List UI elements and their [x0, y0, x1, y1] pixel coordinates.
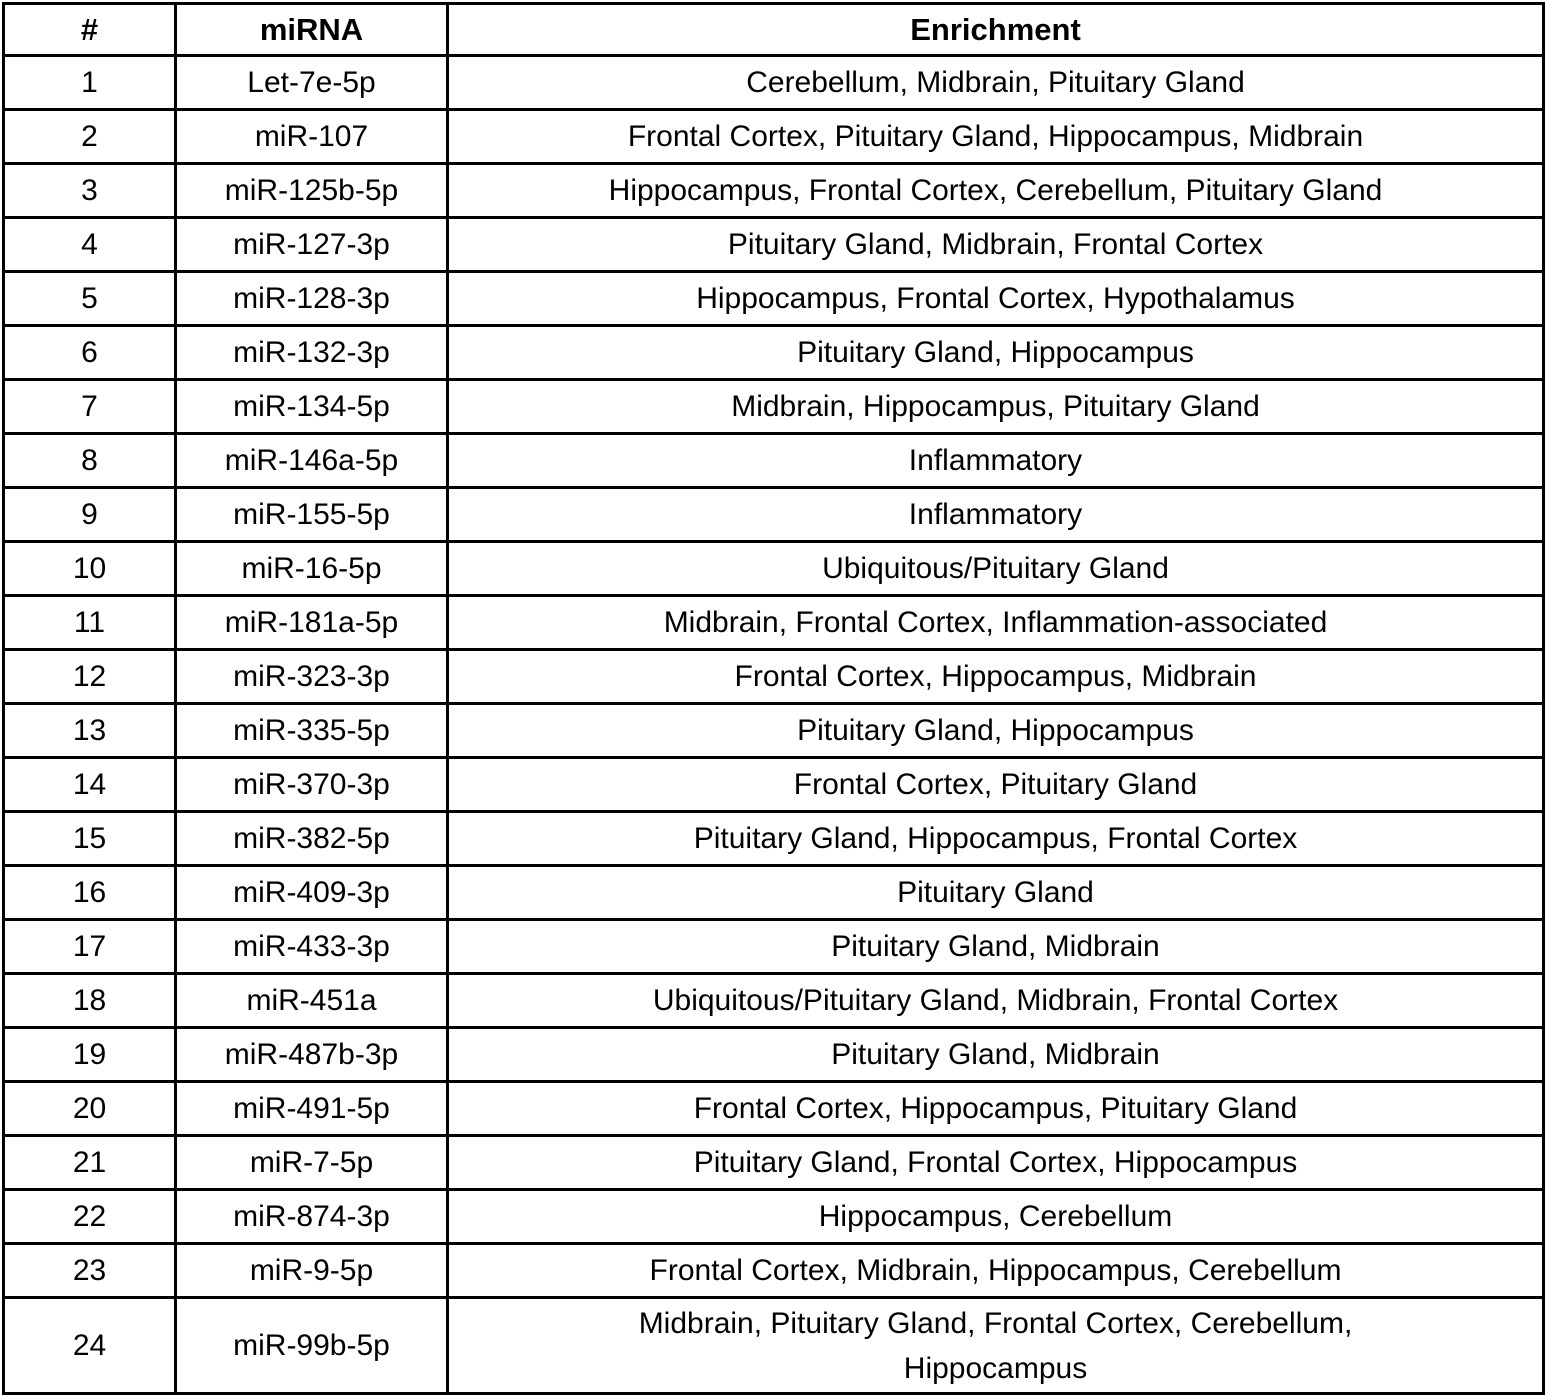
table-row	[4, 920, 1544, 974]
cell-enrichment: Inflammatory	[448, 488, 1544, 542]
cell-mirna: miR-323-3p	[176, 650, 448, 704]
cell-mirna: miR-128-3p	[176, 272, 448, 326]
cell-mirna: miR-874-3p	[176, 1190, 448, 1244]
table-row	[4, 380, 1544, 434]
cell-enrichment: Cerebellum, Midbrain, Pituitary Gland	[448, 56, 1544, 110]
cell-enrichment: Pituitary Gland, Hippocampus	[448, 326, 1544, 380]
table-row	[4, 866, 1544, 920]
cell-num: 7	[4, 380, 176, 434]
cell-num: 18	[4, 974, 176, 1028]
cell-mirna: miR-107	[176, 110, 448, 164]
cell-mirna: miR-491-5p	[176, 1082, 448, 1136]
cell-num: 21	[4, 1136, 176, 1190]
cell-num: 15	[4, 812, 176, 866]
cell-mirna: miR-125b-5p	[176, 164, 448, 218]
cell-num: 2	[4, 110, 176, 164]
cell-enrichment: Hippocampus, Frontal Cortex, Cerebellum, Pituitary Gland	[448, 164, 1544, 218]
cell-enrichment: Ubiquitous/Pituitary Gland, Midbrain, Frontal Cortex	[448, 974, 1544, 1028]
cell-enrichment: Pituitary Gland, Hippocampus, Frontal Cortex	[448, 812, 1544, 866]
cell-mirna: miR-370-3p	[176, 758, 448, 812]
cell-mirna: miR-181a-5p	[176, 596, 448, 650]
cell-enrichment: Frontal Cortex, Hippocampus, Pituitary Gland	[448, 1082, 1544, 1136]
table-row	[4, 542, 1544, 596]
cell-mirna: miR-335-5p	[176, 704, 448, 758]
cell-num: 4	[4, 218, 176, 272]
cell-num: 12	[4, 650, 176, 704]
cell-enrichment-line: Hippocampus	[903, 1351, 1088, 1385]
cell-num: 13	[4, 704, 176, 758]
cell-mirna: miR-16-5p	[176, 542, 448, 596]
cell-enrichment: Hippocampus, Frontal Cortex, Hypothalamus	[448, 272, 1544, 326]
cell-enrichment: Pituitary Gland, Midbrain	[448, 920, 1544, 974]
cell-num: 8	[4, 434, 176, 488]
table-row	[4, 1298, 1544, 1394]
cell-num: 19	[4, 1028, 176, 1082]
table-row	[4, 1190, 1544, 1244]
cell-enrichment: Inflammatory	[448, 434, 1544, 488]
table-row	[4, 758, 1544, 812]
cell-enrichment: Pituitary Gland, Midbrain	[448, 1028, 1544, 1082]
cell-mirna: miR-487b-3p	[176, 1028, 448, 1082]
mirna-enrichment-table	[2, 2, 1545, 1395]
cell-mirna: miR-7-5p	[176, 1136, 448, 1190]
table-row	[4, 650, 1544, 704]
table-row	[4, 1136, 1544, 1190]
table-row	[4, 812, 1544, 866]
cell-enrichment-line: Midbrain, Pituitary Gland, Frontal Cortex, Cerebellum,	[638, 1306, 1353, 1340]
header-mirna: miRNA	[176, 4, 448, 56]
table-row	[4, 974, 1544, 1028]
table-row	[4, 1082, 1544, 1136]
cell-num: 23	[4, 1244, 176, 1298]
cell-mirna: miR-146a-5p	[176, 434, 448, 488]
cell-mirna: miR-99b-5p	[176, 1298, 448, 1394]
cell-mirna: miR-155-5p	[176, 488, 448, 542]
cell-mirna: miR-127-3p	[176, 218, 448, 272]
table-row	[4, 164, 1544, 218]
cell-enrichment: Frontal Cortex, Midbrain, Hippocampus, Cerebellum	[448, 1244, 1544, 1298]
cell-enrichment: Pituitary Gland, Midbrain, Frontal Cortex	[448, 218, 1544, 272]
table-row	[4, 434, 1544, 488]
cell-enrichment	[448, 1298, 1544, 1394]
table-row	[4, 1028, 1544, 1082]
cell-enrichment: Ubiquitous/Pituitary Gland	[448, 542, 1544, 596]
table-row	[4, 1244, 1544, 1298]
cell-enrichment: Frontal Cortex, Hippocampus, Midbrain	[448, 650, 1544, 704]
cell-enrichment: Pituitary Gland, Frontal Cortex, Hippocampus	[448, 1136, 1544, 1190]
table-row	[4, 218, 1544, 272]
cell-mirna: miR-433-3p	[176, 920, 448, 974]
cell-num: 10	[4, 542, 176, 596]
header-enrichment: Enrichment	[448, 4, 1544, 56]
table-row	[4, 110, 1544, 164]
header-num: #	[4, 4, 176, 56]
cell-num: 20	[4, 1082, 176, 1136]
table-row	[4, 596, 1544, 650]
cell-enrichment: Pituitary Gland	[448, 866, 1544, 920]
table-row	[4, 272, 1544, 326]
cell-mirna: miR-9-5p	[176, 1244, 448, 1298]
cell-mirna: miR-409-3p	[176, 866, 448, 920]
cell-enrichment: Frontal Cortex, Pituitary Gland	[448, 758, 1544, 812]
cell-num: 17	[4, 920, 176, 974]
table-row	[4, 704, 1544, 758]
cell-mirna: miR-134-5p	[176, 380, 448, 434]
cell-num: 1	[4, 56, 176, 110]
table-body	[4, 56, 1544, 1394]
cell-num: 14	[4, 758, 176, 812]
cell-mirna: miR-382-5p	[176, 812, 448, 866]
cell-enrichment: Midbrain, Frontal Cortex, Inflammation-associated	[448, 596, 1544, 650]
cell-num: 24	[4, 1298, 176, 1394]
cell-num: 3	[4, 164, 176, 218]
cell-enrichment: Frontal Cortex, Pituitary Gland, Hippocampus, Midbrain	[448, 110, 1544, 164]
table-row	[4, 56, 1544, 110]
cell-mirna: miR-451a	[176, 974, 448, 1028]
cell-mirna: Let-7e-5p	[176, 56, 448, 110]
cell-num: 16	[4, 866, 176, 920]
cell-enrichment: Midbrain, Hippocampus, Pituitary Gland	[448, 380, 1544, 434]
table-row	[4, 326, 1544, 380]
cell-num: 9	[4, 488, 176, 542]
header-row	[4, 4, 1544, 56]
table-row	[4, 488, 1544, 542]
cell-num: 6	[4, 326, 176, 380]
cell-num: 11	[4, 596, 176, 650]
cell-enrichment: Hippocampus, Cerebellum	[448, 1190, 1544, 1244]
cell-enrichment: Pituitary Gland, Hippocampus	[448, 704, 1544, 758]
cell-mirna: miR-132-3p	[176, 326, 448, 380]
cell-num: 5	[4, 272, 176, 326]
table-header	[4, 4, 1544, 56]
cell-num: 22	[4, 1190, 176, 1244]
